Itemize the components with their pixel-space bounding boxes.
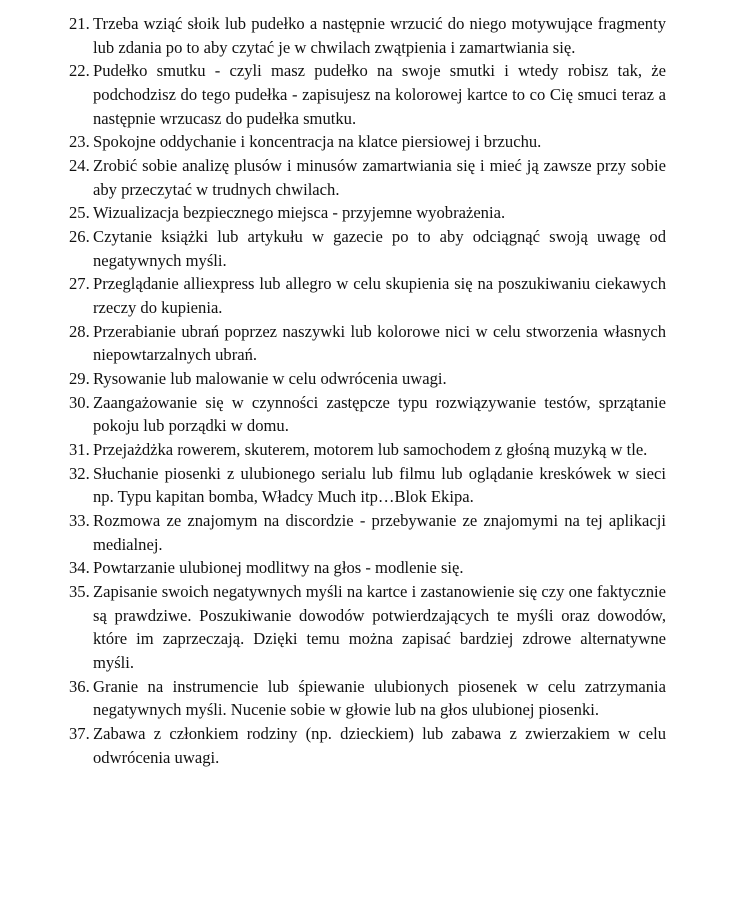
list-item-number: 23. [69, 132, 90, 152]
list-item-text: Powtarzanie ulubionej modlitwy na głos - modlenie się. [93, 558, 464, 578]
list-item [69, 272, 666, 319]
list-item [69, 201, 666, 225]
list-item [69, 556, 666, 580]
list-item-text: Przeglądanie alliexpress lub allegro w celu skupienia się na poszukiwaniu ciekawych rzeczy do kupienia. [93, 274, 666, 318]
list-item [69, 462, 666, 509]
list-item [69, 154, 666, 201]
list-item [69, 509, 666, 556]
list-item-text: Zabawa z członkiem rodziny (np. dzieckiem) lub zabawa z zwierzakiem w celu odwrócenia uwagi. [93, 724, 666, 767]
list-item [69, 12, 666, 59]
numbered-list [69, 12, 666, 770]
list-item [69, 320, 666, 367]
list-item-text: Rozmowa ze znajomym na discordzie - przebywanie ze znajomymi na tej aplikacji medialnej. [93, 511, 666, 554]
list-item-text: Spokojne oddychanie i koncentracja na klatce piersiowej i brzuchu. [93, 132, 542, 152]
list-item-text: Przejażdżka rowerem, skuterem, motorem lub samochodem z głośną muzyką w tle. [93, 440, 648, 460]
list-item-text: Słuchanie piosenki z ulubionego serialu lub filmu lub oglądanie kreskówek w sieci np. Typu kapitan bomba, Władcy Much itp…Blok Ekipa. [93, 463, 666, 507]
list-item [69, 225, 666, 272]
list-item-number: 28. [69, 321, 90, 341]
list-item [69, 438, 666, 462]
list-item-text: Pudełko smutku - czyli masz pudełko na swoje smutki i wtedy robisz tak, że podchodzisz do tego pudełka - zapisujesz na kolorowej kartce to co Cię smuci teraz a następnie wrzucasz do pudełka smutku. [93, 61, 666, 128]
list-item-text: Zrobić sobie analizę plusów i minusów zamartwiania się i mieć ją zawsze przy sobie aby przeczytać w trudnych chwilach. [93, 156, 666, 199]
list-item-text: Trzeba wziąć słoik lub pudełko a następnie wrzucić do niego motywujące fragmenty lub zdania po to aby czytać je w chwilach zwątpienia i zamartwiania się. [93, 14, 666, 57]
list-item-text: Zaangażowanie się w czynności zastępcze typu rozwiązywanie testów, sprzątanie pokoju lub porządki w domu. [93, 392, 666, 436]
list-item [69, 367, 666, 391]
list-item [69, 130, 666, 154]
list-item-number: 36. [69, 676, 90, 696]
list-item [69, 59, 666, 130]
list-item-text: Zapisanie swoich negatywnych myśli na kartce i zastanowienie się czy one faktycznie są prawdziwe. Poszukiwanie dowodów potwierdzających te myśli oraz dowodów, które im zaprzeczają. Dzięki temu można zapisać bardziej zdrowe alternatywne myśli. [93, 582, 666, 673]
list-item-number: 30. [69, 392, 90, 412]
list-item-number: 25. [69, 203, 90, 223]
list-item-number: 31. [69, 440, 90, 460]
list-item-number: 26. [69, 227, 90, 247]
list-item-number: 32. [69, 463, 90, 483]
list-item [69, 580, 666, 675]
list-item-text: Czytanie książki lub artykułu w gazecie po to aby odciągnąć swoją uwagę od negatywnych myśli. [93, 227, 666, 270]
list-item-text: Wizualizacja bezpiecznego miejsca - przyjemne wyobrażenia. [93, 203, 506, 223]
list-item [69, 391, 666, 438]
list-item-number: 27. [69, 274, 90, 294]
list-item-number: 29. [69, 369, 90, 389]
list-item [69, 722, 666, 769]
list-item-number: 33. [69, 511, 90, 531]
list-item-number: 22. [69, 61, 90, 81]
list-item [69, 675, 666, 722]
list-item-text: Przerabianie ubrań poprzez naszywki lub kolorowe nici w celu stworzenia własnych niepowtarzalnych ubrań. [93, 321, 666, 365]
list-item-text: Granie na instrumencie lub śpiewanie ulubionych piosenek w celu zatrzymania negatywnych myśli. Nucenie sobie w głowie lub na głos ulubionej piosenki. [93, 676, 666, 720]
list-item-text: Rysowanie lub malowanie w celu odwrócenia uwagi. [93, 369, 447, 389]
list-item-number: 37. [69, 724, 90, 744]
list-item-number: 24. [69, 156, 90, 176]
list-item-number: 21. [69, 14, 90, 33]
list-item-number: 34. [69, 558, 90, 578]
list-item-number: 35. [69, 582, 90, 602]
